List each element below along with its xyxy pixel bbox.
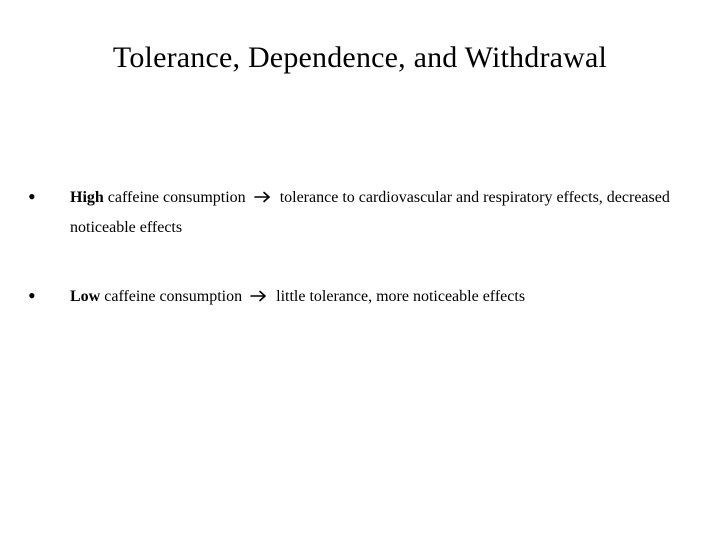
bullet-list: [28, 183, 688, 312]
bullet-icon: •: [28, 283, 36, 308]
bullet-result-text: little tolerance, more noticeable effects: [276, 288, 526, 305]
arrow-right-icon: [254, 184, 272, 213]
bullet-item-high: [28, 183, 688, 242]
bullet-text: caffeine consumption: [100, 288, 243, 305]
bullet-text: caffeine consumption: [103, 189, 246, 206]
arrow-right-icon: [250, 283, 268, 312]
bullet-keyword: Low: [70, 288, 101, 305]
slide-title: Tolerance, Dependence, and Withdrawal: [112, 41, 608, 74]
bullet-item-low: [28, 282, 688, 312]
bullet-icon: •: [28, 184, 36, 209]
bullet-keyword: High: [70, 189, 104, 206]
bullet-result-text: tolerance to cardiovascular and respiratory effects, decreased noticeable effects: [70, 189, 670, 236]
